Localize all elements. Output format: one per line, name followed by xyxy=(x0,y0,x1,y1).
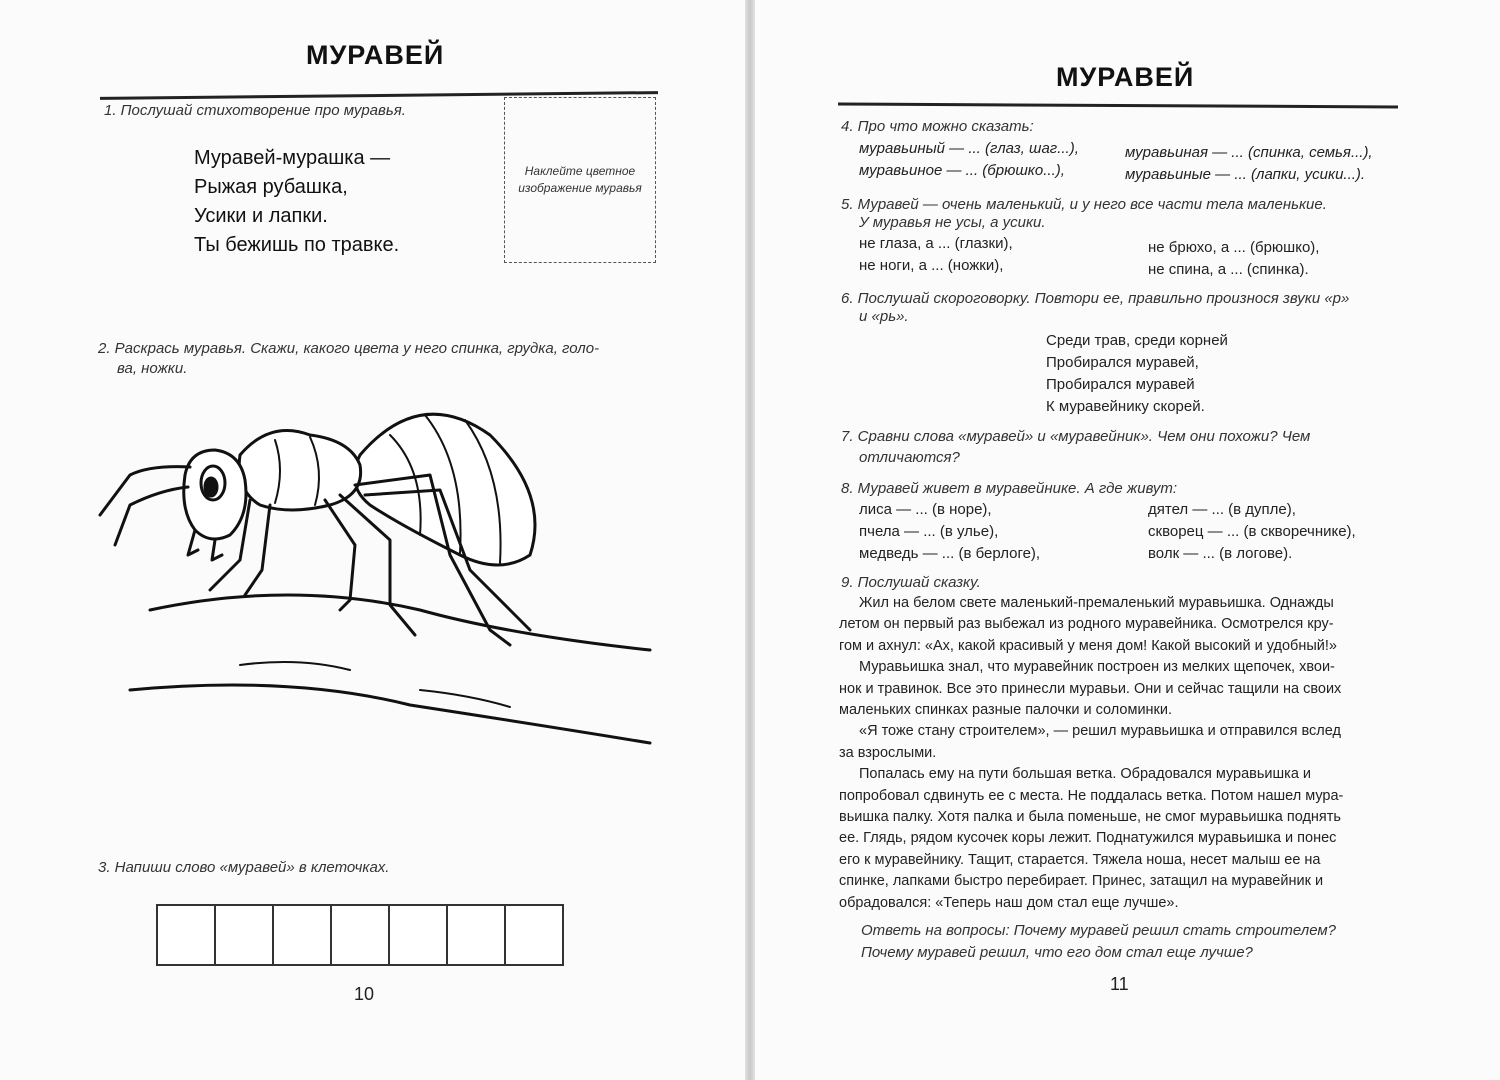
task-5-item: не глаза, а ... (глазки), xyxy=(859,235,1013,252)
branch-top-edge xyxy=(150,595,650,650)
task-5-left-column xyxy=(859,233,1013,277)
task-5-line-1: 5. Муравей — очень маленький, и у него все части тела маленькие. xyxy=(841,196,1327,213)
story-line: ее. Глядь, рядом кусочек коры лежит. Поднатужился муравьишка и понес xyxy=(839,830,1337,847)
task-1-instruction: 1. Послушай стихотворение про муравья. xyxy=(104,102,406,119)
story-line: гом и ахнул: «Ах, какой красивый у меня дом! Какой высокий и удобный!» xyxy=(839,637,1337,654)
task-8-item: волк — ... (в логове). xyxy=(1148,545,1293,562)
task-4-item: муравьиные — ... (лапки, усики...). xyxy=(1125,166,1366,183)
task-8-item: медведь — ... (в берлоге), xyxy=(859,545,1041,562)
title-rule xyxy=(838,103,1398,109)
task-4-item: муравьиная — ... (спинка, семья...), xyxy=(1125,144,1373,161)
letter-cell[interactable] xyxy=(504,904,564,966)
task-4-left-column xyxy=(859,138,1079,182)
story-line: летом он первый раз выбежал из родного муравейника. Осмотрелся кру- xyxy=(839,616,1334,633)
verse-line: Пробирался муравей, xyxy=(1046,354,1199,371)
left-page xyxy=(0,0,745,1080)
task-2-instruction-line-1: 2. Раскрась муравья. Скажи, какого цвета у него спинка, грудка, голо- xyxy=(98,340,600,357)
poem-line: Усики и лапки. xyxy=(194,205,328,227)
task-2-instruction-line-2: ва, ножки. xyxy=(117,360,188,377)
task-5-item: не брюхо, а ... (брюшко), xyxy=(1148,239,1320,256)
branch-bottom-edge xyxy=(130,685,650,743)
ant-abdomen xyxy=(354,414,535,565)
task-8-item: пчела — ... (в улье), xyxy=(859,523,999,540)
page-title: МУРАВЕЙ xyxy=(1056,62,1195,92)
poem-line: Ты бежишь по травке. xyxy=(194,234,400,256)
page-number: 10 xyxy=(354,984,375,1004)
story-line: спинке, лапками быстро перебирает. Принес, затащил на муравейник и xyxy=(839,873,1324,890)
letter-cell[interactable] xyxy=(388,904,448,966)
story-line: вьишка палку. Хотя палка и была поменьше, не смог муравьишка поднять xyxy=(839,809,1341,826)
story-line: попробовал сдвинуть ее с места. Не поддалась ветка. Потом нашел мура- xyxy=(839,787,1344,804)
sticker-placeholder xyxy=(504,97,656,263)
book-gutter xyxy=(745,0,755,1080)
letter-grid xyxy=(156,904,564,966)
letter-cell[interactable] xyxy=(330,904,390,966)
task-5-line-2: У муравья не усы, а усики. xyxy=(859,214,1046,231)
verse-line: Среди трав, среди корней xyxy=(1046,332,1228,349)
story-line: Муравьишка знал, что муравейник построен из мелких щепочек, хвои- xyxy=(859,659,1335,676)
task-9-heading: 9. Послушай сказку. xyxy=(841,574,981,591)
task-4-item: муравьиный — ... (глаз, шаг...), xyxy=(859,140,1079,157)
task-3-instruction: 3. Напиши слово «муравей» в клеточках. xyxy=(98,859,390,876)
task-6-line-2: и «рь». xyxy=(859,308,909,325)
story-line: «Я тоже стану строителем», — решил муравьишка и отправился вслед xyxy=(859,723,1341,740)
task-5-item: не спина, а ... (спинка). xyxy=(1148,261,1309,278)
ant-antenna xyxy=(100,467,190,515)
story-line: Попалась ему на пути большая ветка. Обрадовался муравьишка и xyxy=(859,766,1312,783)
letter-cell[interactable] xyxy=(214,904,274,966)
page-number: 11 xyxy=(1110,974,1129,994)
sticker-label: Наклейте цветное изображение муравья xyxy=(518,164,642,195)
verse-line: Пробирался муравей xyxy=(1046,376,1195,393)
task-7-line-1: 7. Сравни слова «муравей» и «муравейник». Чем они похожи? Чем xyxy=(841,428,1311,445)
tongue-twister xyxy=(1046,330,1228,418)
task-8-heading: 8. Муравей живет в муравейнике. А где живут: xyxy=(841,480,1178,497)
story-line: его к муравейнику. Тащит, старается. Тяжела ноша, несет малыш ее на xyxy=(839,851,1321,868)
task-4-right-column xyxy=(1125,142,1373,186)
questions-line-1: Ответь на вопросы: Почему муравей решил стать строителем? xyxy=(861,922,1336,939)
letter-cell[interactable] xyxy=(446,904,506,966)
task-8-item: дятел — ... (в дупле), xyxy=(1148,501,1296,518)
task-4-item: муравьиное — ... (брюшко...), xyxy=(859,162,1065,179)
task-8-item: лиса — ... (в норе), xyxy=(859,501,992,518)
task-5-item: не ноги, а ... (ножки), xyxy=(859,257,1004,274)
task-8-right-column xyxy=(1148,499,1356,565)
right-page xyxy=(755,0,1500,1080)
story-line: обрадовался: «Теперь наш дом стал еще лучше». xyxy=(839,894,1179,911)
verse-line: К муравейнику скорей. xyxy=(1046,398,1205,415)
fairy-tale-text xyxy=(839,593,1399,914)
ant-coloring-illustration xyxy=(90,395,660,755)
letter-cell[interactable] xyxy=(272,904,332,966)
task-4-heading: 4. Про что можно сказать: xyxy=(841,118,1034,135)
story-line: за взрослыми. xyxy=(839,744,937,761)
poem-line: Рыжая рубашка, xyxy=(194,176,348,198)
story-line: нок и травинок. Все это принесли муравьи. Они и сейчас тащили на своих xyxy=(839,680,1342,697)
story-line: маленьких спинках разные палочки и соломинки. xyxy=(839,702,1173,719)
task-6-line-1: 6. Послушай скороговорку. Повтори ее, правильно произнося звуки «р» xyxy=(841,290,1350,307)
task-7-line-2: отличаются? xyxy=(859,449,960,466)
letter-cell[interactable] xyxy=(156,904,216,966)
task-8-item: скворец — ... (в скворечнике), xyxy=(1148,523,1356,540)
questions-line-2: Почему муравей решил, что его дом стал еще лучше? xyxy=(861,944,1253,961)
task-8-left-column xyxy=(859,499,1040,565)
task-5-right-column xyxy=(1148,237,1319,281)
page-title: МУРАВЕЙ xyxy=(306,40,445,70)
poem-line: Муравей-мурашка — xyxy=(194,147,391,169)
story-line: Жил на белом свете маленький-премаленький муравьишка. Однажды xyxy=(859,595,1334,611)
